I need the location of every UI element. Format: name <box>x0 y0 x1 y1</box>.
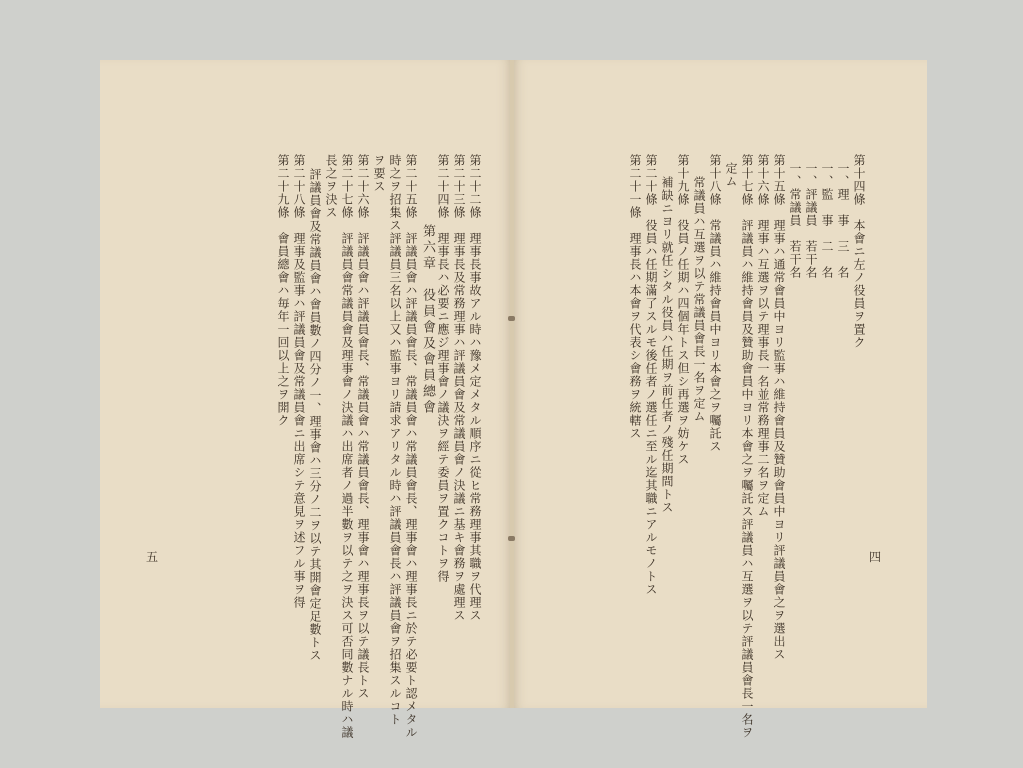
article-25-end: ヲ要ス <box>372 154 386 193</box>
article-27-end: 長之ヲ決ス <box>324 154 338 219</box>
article-17: 第十七條 評議員ハ維持會員及贊助會員中ヨリ本會之ヲ囑託ス評議員ハ互選ヲ以テ評議員會長一名ヲ <box>740 154 754 739</box>
article-28: 第二十八條 理事及監事ハ評議員會及常議員會ニ出席シテ意見ヲ述フル事ヲ得 <box>292 154 306 609</box>
article-29: 第二十九條 會員總會ハ毎年一回以上之ヲ開ク <box>276 154 290 427</box>
chapter-heading: 第六章 役員會及會員總會 <box>420 224 435 416</box>
article-25-cont: 時之ヲ招集ス評議員三名以上又ハ監事ヨリ請求アリタル時ハ評議員會長ハ評議員會ヲ招集スルコト <box>388 154 402 726</box>
article-19-para: 補缺ニヨリ就任シタル役員ハ任期ヲ前任者ノ殘任期間トス <box>660 176 674 514</box>
open-book <box>100 60 927 739</box>
role-directors: 一、理 事 三 名 <box>836 162 850 279</box>
page-number-left: 五 <box>146 550 159 564</box>
role-councillors: 一、評議員 若干名 <box>804 162 818 279</box>
right-page <box>512 60 927 739</box>
role-standing-members: 一、常議員 若干名 <box>788 162 802 279</box>
article-27: 第二十七條 評議員會常議員會及理事會ノ決議ハ出席者ノ過半數ヲ以テ之ヲ決ス可否同數ナル時ハ議 <box>340 154 354 739</box>
article-23: 第二十三條 理事長及常務理事ハ評議員會及常議員會ノ決議ニ基キ會務ヲ處理ス <box>452 154 466 622</box>
article-18: 第十八條 常議員ハ維持會員中ヨリ本會之ヲ囑託ス <box>708 154 722 453</box>
role-auditors: 一、監 事 二 名 <box>820 162 834 279</box>
staple-top <box>508 316 515 321</box>
article-27-para: 評議員會及常議員會ハ會員數ノ四分ノ一、理事會ハ三分ノ二ヲ以テ其開會定足數トス <box>308 168 322 662</box>
article-21: 第二十一條 理事長ハ本會ヲ代表シ會務ヲ統轄ス <box>628 154 642 440</box>
article-18-para: 常議員ハ互選ヲ以テ常議員會長一名ヲ定ム <box>692 176 706 423</box>
article-16: 第十六條 理事ハ互選ヲ以テ理事長一名並常務理事二名ヲ定ム <box>756 154 770 518</box>
article-20: 第二十條 役員ハ任期滿了スルモ後任者ノ選任ニ至ル迄其職ニアルモノトス <box>644 154 658 596</box>
article-15: 第十五條 理事ハ通常會員中ヨリ監事ハ維持會員及贊助會員中ヨリ評議員會之ヲ選出ス <box>772 154 786 661</box>
article-25: 第二十五條 評議員會ハ評議員會長、常議員會ハ常議員會長、理事會ハ理事長ニ於テ必要ト認メタル <box>404 154 418 739</box>
staple-bottom <box>508 536 515 541</box>
article-17-end: 定ム <box>724 162 738 188</box>
left-page <box>100 60 512 739</box>
article-19: 第十九條 役員ノ任期ハ四個年トス但シ再選ヲ妨ケス <box>676 154 690 466</box>
article-14: 第十四條 本會ニ左ノ役員ヲ置ク <box>852 154 866 349</box>
page-number-right: 四 <box>868 550 881 564</box>
left-page-text <box>243 154 483 739</box>
article-24: 第二十四條 理事長ハ必要ニ應ジ理事會ノ議決ヲ經テ委員ヲ置クコトヲ得 <box>436 154 450 583</box>
book-gutter <box>510 60 514 708</box>
article-26: 第二十六條 評議員會ハ評議員會長、常議員會ハ常議員會長、理事會ハ理事長ヲ以テ議長トス <box>356 154 370 700</box>
article-22: 第二十二條 理事長事故アル時ハ豫メ定メタル順序ニ從ヒ常務理事其職ヲ代理ス <box>468 154 482 622</box>
right-page-text <box>628 154 867 739</box>
